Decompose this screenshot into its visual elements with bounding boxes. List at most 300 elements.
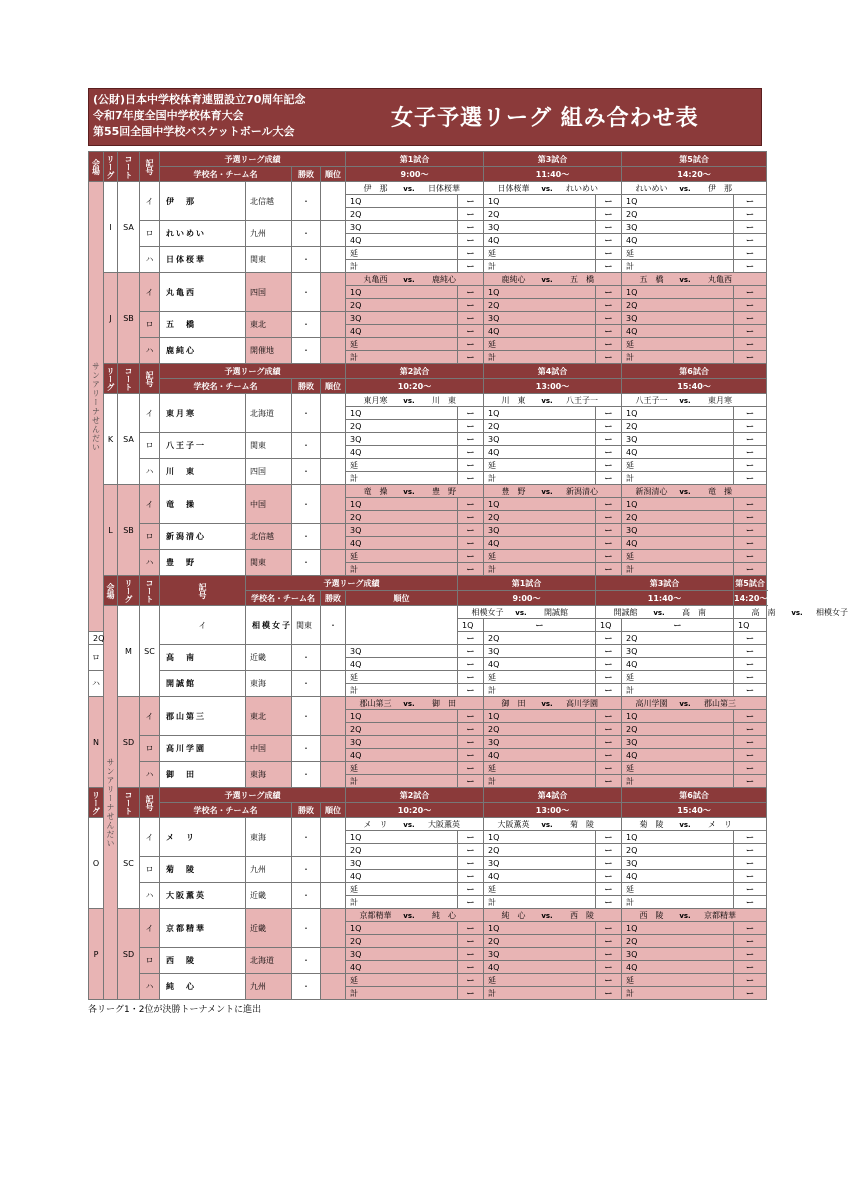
- quarter-label: 計: [484, 987, 596, 1000]
- quarter-label: 延: [484, 883, 596, 896]
- team-name: 鹿純心: [160, 338, 246, 364]
- score-dash: ー: [596, 563, 622, 576]
- score-dash: ー: [734, 831, 767, 844]
- game-name: 第6試合: [622, 364, 767, 379]
- quarter-label: 延: [484, 459, 596, 472]
- team-mark: ロ: [140, 312, 160, 338]
- home-team: 日体桜華: [497, 183, 530, 193]
- quarter-label: 4Q: [622, 446, 734, 459]
- header-line-3: 第55回全国中学校バスケットボール大会: [93, 125, 295, 138]
- league-letter: P: [89, 909, 104, 1000]
- team-mark: ロ: [140, 857, 160, 883]
- win-loss-cell: ・: [292, 762, 321, 788]
- quarter-label: 延: [346, 338, 458, 351]
- team-name: 開誠館: [160, 671, 246, 697]
- score-dash: ー: [458, 645, 484, 658]
- quarter-label: 2Q: [346, 935, 458, 948]
- team-region: 関東: [292, 606, 321, 645]
- quarter-label: 3Q: [346, 857, 458, 870]
- win-loss-cell: ・: [292, 948, 321, 974]
- game-name: 第5試合: [622, 152, 767, 167]
- game-time: 14:20〜: [734, 591, 767, 606]
- away-team: 開誠館: [544, 607, 568, 617]
- score-dash: ー: [734, 550, 767, 563]
- score-dash: ー: [734, 987, 767, 1000]
- team-mark: ハ: [89, 671, 104, 697]
- quarter-label: 延: [346, 762, 458, 775]
- team-region: 関東: [246, 433, 292, 459]
- game-name: 第5試合: [734, 576, 767, 591]
- home-team: 純 心: [501, 910, 526, 920]
- score-dash: ー: [734, 961, 767, 974]
- matchup-cell: [346, 818, 484, 831]
- away-team: 日体桜華: [428, 183, 460, 193]
- matchup-cell: [346, 182, 484, 195]
- game-time: 15:40〜: [622, 379, 767, 394]
- vs-label: vs.: [541, 487, 553, 496]
- quarter-label: 計: [346, 775, 458, 788]
- home-team: 京都精華: [359, 910, 392, 920]
- score-dash: ー: [734, 472, 767, 485]
- win-loss-cell: ・: [292, 338, 321, 364]
- team-mark: ロ: [140, 433, 160, 459]
- score-dash: ー: [734, 762, 767, 775]
- quarter-label: 計: [346, 563, 458, 576]
- rank-header: 順位: [321, 379, 346, 394]
- score-dash: ー: [596, 433, 622, 446]
- score-dash: ー: [734, 325, 767, 338]
- quarter-label: 計: [484, 684, 596, 697]
- mark-header: 記号: [140, 788, 160, 818]
- vs-label: vs.: [679, 275, 691, 284]
- game-time: 9:00〜: [458, 591, 596, 606]
- vs-label: vs.: [403, 699, 415, 708]
- rank-cell: [346, 606, 458, 645]
- quarter-label: 2Q: [346, 511, 458, 524]
- team-mark: ハ: [140, 762, 160, 788]
- score-dash: ー: [734, 407, 767, 420]
- away-team: れいめい: [566, 183, 599, 193]
- vs-label: vs.: [403, 396, 415, 405]
- quarter-label: 3Q: [346, 221, 458, 234]
- score-dash: ー: [458, 632, 484, 645]
- quarter-label: 4Q: [484, 961, 596, 974]
- score-dash: ー: [596, 961, 622, 974]
- quarter-label: 計: [484, 896, 596, 909]
- school-header: 学校名・チーム名: [160, 379, 292, 394]
- vs-label: vs.: [403, 275, 415, 284]
- game-name: 第4試合: [484, 788, 622, 803]
- win-loss-cell: ・: [292, 221, 321, 247]
- home-team: 五 橋: [639, 274, 664, 284]
- team-name: 川 東: [160, 459, 246, 485]
- quarter-label: 2Q: [346, 299, 458, 312]
- team-region: 東北: [246, 312, 292, 338]
- away-team: 五 橋: [570, 274, 595, 284]
- matchup-cell: [622, 182, 767, 195]
- quarter-label: 計: [346, 987, 458, 1000]
- home-team: れいめい: [635, 183, 668, 193]
- home-team: 鹿純心: [501, 274, 526, 284]
- score-dash: ー: [458, 775, 484, 788]
- vs-label: vs.: [679, 699, 691, 708]
- quarter-label: 計: [622, 260, 734, 273]
- quarter-label: 延: [484, 550, 596, 563]
- league-letter: N: [89, 697, 104, 788]
- score-dash: ー: [596, 723, 622, 736]
- score-dash: ー: [458, 671, 484, 684]
- vs-label: vs.: [541, 396, 553, 405]
- vs-label: vs.: [679, 487, 691, 496]
- matchup-cell: [484, 394, 622, 407]
- score-dash: ー: [596, 922, 622, 935]
- score-dash: ー: [458, 498, 484, 511]
- team-region: 東海: [246, 818, 292, 857]
- home-team: 東月寒: [363, 395, 388, 405]
- score-dash: ー: [458, 325, 484, 338]
- game-time: 9:00〜: [346, 167, 484, 182]
- score-dash: ー: [458, 710, 484, 723]
- home-team: 八王子一: [635, 395, 668, 405]
- quarter-label: 2Q: [622, 844, 734, 857]
- home-team: 御 田: [501, 698, 526, 708]
- score-dash: ー: [596, 658, 622, 671]
- team-name: 大阪薫英: [160, 883, 246, 909]
- quarter-label: 4Q: [346, 961, 458, 974]
- win-loss-cell: ・: [292, 459, 321, 485]
- quarter-label: 計: [346, 472, 458, 485]
- team-name: 東月寒: [160, 394, 246, 433]
- quarter-label: 4Q: [484, 658, 596, 671]
- win-loss-cell: ・: [292, 433, 321, 459]
- team-name: 京都精華: [160, 909, 246, 948]
- wl-header: 勝敗: [292, 379, 321, 394]
- matchup-cell: [346, 697, 484, 710]
- quarter-label: 4Q: [622, 537, 734, 550]
- score-dash: ー: [734, 312, 767, 325]
- vs-label: vs.: [403, 184, 415, 193]
- quarter-label: 計: [346, 260, 458, 273]
- quarter-label: 延: [622, 550, 734, 563]
- score-dash: ー: [596, 775, 622, 788]
- quarter-label: 1Q: [346, 286, 458, 299]
- quarter-label: 4Q: [622, 961, 734, 974]
- home-team: 新潟清心: [635, 486, 668, 496]
- score-dash: ー: [596, 710, 622, 723]
- mark-header: 記号: [140, 364, 160, 394]
- quarter-label: 4Q: [346, 658, 458, 671]
- team-region: 近畿: [246, 883, 292, 909]
- score-dash: ー: [596, 338, 622, 351]
- header-lines: [93, 92, 305, 140]
- school-header: 学校名・チーム名: [160, 167, 292, 182]
- score-dash: ー: [734, 498, 767, 511]
- score-dash: ー: [734, 645, 767, 658]
- league-letter: K: [104, 394, 118, 485]
- away-team: 御 田: [432, 698, 456, 708]
- matchup-cell: [484, 818, 622, 831]
- venue-header: 会場: [89, 152, 104, 182]
- quarter-label: 4Q: [346, 325, 458, 338]
- home-team: 川 東: [501, 395, 526, 405]
- league-letter: J: [104, 273, 118, 364]
- win-loss-cell: ・: [292, 247, 321, 273]
- court-code: SB: [118, 273, 140, 364]
- score-dash: ー: [458, 338, 484, 351]
- away-team: 八王子一: [566, 395, 599, 405]
- score-dash: ー: [458, 987, 484, 1000]
- score-dash: ー: [596, 537, 622, 550]
- quarter-label: 計: [484, 472, 596, 485]
- quarter-label: 2Q: [622, 723, 734, 736]
- team-region: 九州: [246, 974, 292, 1000]
- team-name: 豊 野: [160, 550, 246, 576]
- score-dash: ー: [596, 420, 622, 433]
- quarter-label: 計: [622, 987, 734, 1000]
- team-name: 日体桜華: [160, 247, 246, 273]
- score-dash: ー: [734, 857, 767, 870]
- game-time: 11:40〜: [596, 591, 734, 606]
- quarter-label: 2Q: [484, 511, 596, 524]
- quarter-label: 3Q: [484, 857, 596, 870]
- team-mark: ロ: [140, 948, 160, 974]
- vs-label: vs.: [541, 184, 553, 193]
- rank-header: 順位: [321, 167, 346, 182]
- schedule-table: [88, 151, 849, 1000]
- rank-header: 順位: [321, 803, 346, 818]
- score-dash: ー: [734, 459, 767, 472]
- court-code: SA: [118, 394, 140, 485]
- score-dash: ー: [734, 896, 767, 909]
- quarter-label: 3Q: [484, 524, 596, 537]
- score-dash: ー: [458, 537, 484, 550]
- rank-cell: [321, 671, 346, 697]
- score-dash: ー: [596, 749, 622, 762]
- score-dash: ー: [596, 446, 622, 459]
- score-dash: ー: [734, 563, 767, 576]
- quarter-label: 3Q: [484, 221, 596, 234]
- quarter-label: 計: [346, 896, 458, 909]
- score-dash: ー: [458, 208, 484, 221]
- score-dash: ー: [458, 857, 484, 870]
- game-time: 10:20〜: [346, 803, 484, 818]
- court-code: SB: [118, 485, 140, 576]
- away-team: 大阪薫英: [428, 819, 460, 829]
- score-dash: ー: [458, 935, 484, 948]
- quarter-label: 3Q: [346, 645, 458, 658]
- win-loss-cell: ・: [292, 818, 321, 857]
- quarter-label: 3Q: [484, 312, 596, 325]
- quarter-label: 計: [484, 351, 596, 364]
- score-dash: ー: [734, 420, 767, 433]
- quarter-label: 1Q: [622, 286, 734, 299]
- quarter-label: 2Q: [89, 632, 104, 645]
- rank-cell: [321, 697, 346, 736]
- matchup-cell: [346, 485, 484, 498]
- team-region: 北信越: [246, 182, 292, 221]
- quarter-label: 1Q: [346, 498, 458, 511]
- court-code: SC: [118, 818, 140, 909]
- away-team: 西 陵: [570, 910, 595, 920]
- rank-cell: [321, 883, 346, 909]
- rank-cell: [321, 433, 346, 459]
- rank-cell: [321, 273, 346, 312]
- win-loss-cell: ・: [292, 697, 321, 736]
- team-name: 純 心: [160, 974, 246, 1000]
- team-name: 相模女子: [246, 606, 292, 645]
- quarter-label: 3Q: [346, 433, 458, 446]
- vs-label: vs.: [515, 608, 527, 617]
- score-dash: ー: [734, 658, 767, 671]
- score-dash: ー: [596, 974, 622, 987]
- court-code: SA: [118, 182, 140, 273]
- quarter-label: 延: [346, 459, 458, 472]
- team-region: 北信越: [246, 524, 292, 550]
- quarter-label: 1Q: [484, 710, 596, 723]
- quarter-label: 延: [622, 247, 734, 260]
- home-team: 丸亀西: [363, 274, 388, 284]
- home-team: 豊 野: [501, 486, 526, 496]
- score-dash: ー: [734, 260, 767, 273]
- win-loss-cell: ・: [292, 883, 321, 909]
- score-dash: ー: [734, 775, 767, 788]
- quarter-label: 3Q: [484, 433, 596, 446]
- quarter-label: 4Q: [484, 749, 596, 762]
- game-name: 第3試合: [596, 576, 734, 591]
- score-dash: ー: [458, 658, 484, 671]
- results-header: 予選リーグ成績: [160, 152, 346, 167]
- score-dash: ー: [596, 234, 622, 247]
- score-dash: ー: [458, 286, 484, 299]
- quarter-label: 3Q: [622, 736, 734, 749]
- rank-cell: [321, 818, 346, 857]
- score-dash: ー: [596, 260, 622, 273]
- matchup-cell: [484, 909, 622, 922]
- quarter-label: 2Q: [622, 935, 734, 948]
- score-dash: ー: [596, 286, 622, 299]
- quarter-label: 2Q: [622, 299, 734, 312]
- score-dash: ー: [734, 632, 767, 645]
- away-team: 豊 野: [432, 486, 456, 496]
- quarter-label: 1Q: [458, 619, 484, 632]
- score-dash: ー: [734, 710, 767, 723]
- quarter-label: 延: [484, 247, 596, 260]
- team-name: 西 陵: [160, 948, 246, 974]
- rank-cell: [321, 182, 346, 221]
- away-team: 高 南: [682, 607, 707, 617]
- score-dash: ー: [596, 472, 622, 485]
- quarter-label: 4Q: [484, 446, 596, 459]
- score-dash: ー: [596, 857, 622, 870]
- school-header: 学校名・チーム名: [160, 803, 292, 818]
- team-mark: ハ: [140, 338, 160, 364]
- matchup-cell: [484, 485, 622, 498]
- home-team: 伊 那: [363, 183, 388, 193]
- score-dash: ー: [596, 896, 622, 909]
- quarter-label: 1Q: [622, 498, 734, 511]
- quarter-label: 3Q: [346, 312, 458, 325]
- team-mark: ハ: [140, 883, 160, 909]
- team-region: 四国: [246, 273, 292, 312]
- team-mark: イ: [140, 394, 160, 433]
- quarter-label: 計: [346, 351, 458, 364]
- score-dash: ー: [596, 221, 622, 234]
- home-team: 大阪薫英: [497, 819, 530, 829]
- win-loss-cell: ・: [292, 645, 321, 671]
- score-dash: ー: [596, 312, 622, 325]
- quarter-label: 1Q: [346, 195, 458, 208]
- score-dash: ー: [734, 208, 767, 221]
- team-region: 北海道: [246, 394, 292, 433]
- score-dash: ー: [734, 684, 767, 697]
- team-mark: イ: [160, 606, 246, 645]
- court-header: コート: [118, 364, 140, 394]
- score-dash: ー: [458, 736, 484, 749]
- quarter-label: 2Q: [622, 420, 734, 433]
- score-dash: ー: [596, 299, 622, 312]
- quarter-label: 延: [484, 974, 596, 987]
- quarter-label: 4Q: [622, 658, 734, 671]
- quarter-label: 2Q: [346, 208, 458, 221]
- score-dash: ー: [596, 645, 622, 658]
- score-dash: ー: [734, 433, 767, 446]
- matchup-cell: [458, 606, 596, 619]
- score-dash: ー: [458, 870, 484, 883]
- league-header: リーグ: [118, 576, 140, 606]
- venue-name: サンアリーナせんだい: [89, 182, 104, 632]
- rank-cell: [321, 338, 346, 364]
- score-dash: ー: [596, 870, 622, 883]
- team-region: 近畿: [246, 645, 292, 671]
- score-dash: ー: [734, 844, 767, 857]
- quarter-label: 計: [484, 563, 596, 576]
- quarter-label: 延: [346, 974, 458, 987]
- score-dash: ー: [734, 723, 767, 736]
- score-dash: ー: [596, 498, 622, 511]
- rank-cell: [321, 762, 346, 788]
- quarter-label: 2Q: [622, 632, 734, 645]
- quarter-label: 延: [346, 883, 458, 896]
- score-dash: ー: [734, 524, 767, 537]
- vs-label: vs.: [403, 911, 415, 920]
- venue-name: サンアリーナせんだい: [104, 606, 118, 1000]
- score-dash: ー: [458, 234, 484, 247]
- quarter-label: 延: [622, 883, 734, 896]
- quarter-label: 2Q: [484, 935, 596, 948]
- matchup-cell: [622, 697, 767, 710]
- win-loss-cell: ・: [321, 606, 346, 645]
- court-header: コート: [118, 152, 140, 182]
- schedule-page: [88, 88, 849, 1015]
- team-name: 郡山第三: [160, 697, 246, 736]
- score-dash: ー: [622, 619, 734, 632]
- score-dash: ー: [458, 433, 484, 446]
- away-team: 京都精華: [704, 910, 737, 920]
- team-mark: イ: [140, 485, 160, 524]
- win-loss-cell: ・: [292, 182, 321, 221]
- quarter-label: 3Q: [346, 524, 458, 537]
- quarter-label: 計: [622, 775, 734, 788]
- matchup-cell: [484, 182, 622, 195]
- quarter-label: 2Q: [484, 723, 596, 736]
- home-team: 郡山第三: [359, 698, 392, 708]
- quarter-label: 3Q: [622, 312, 734, 325]
- team-mark: ロ: [140, 524, 160, 550]
- vs-label: vs.: [679, 820, 691, 829]
- home-team: 高 南: [751, 607, 776, 617]
- quarter-label: 4Q: [622, 749, 734, 762]
- score-dash: ー: [734, 351, 767, 364]
